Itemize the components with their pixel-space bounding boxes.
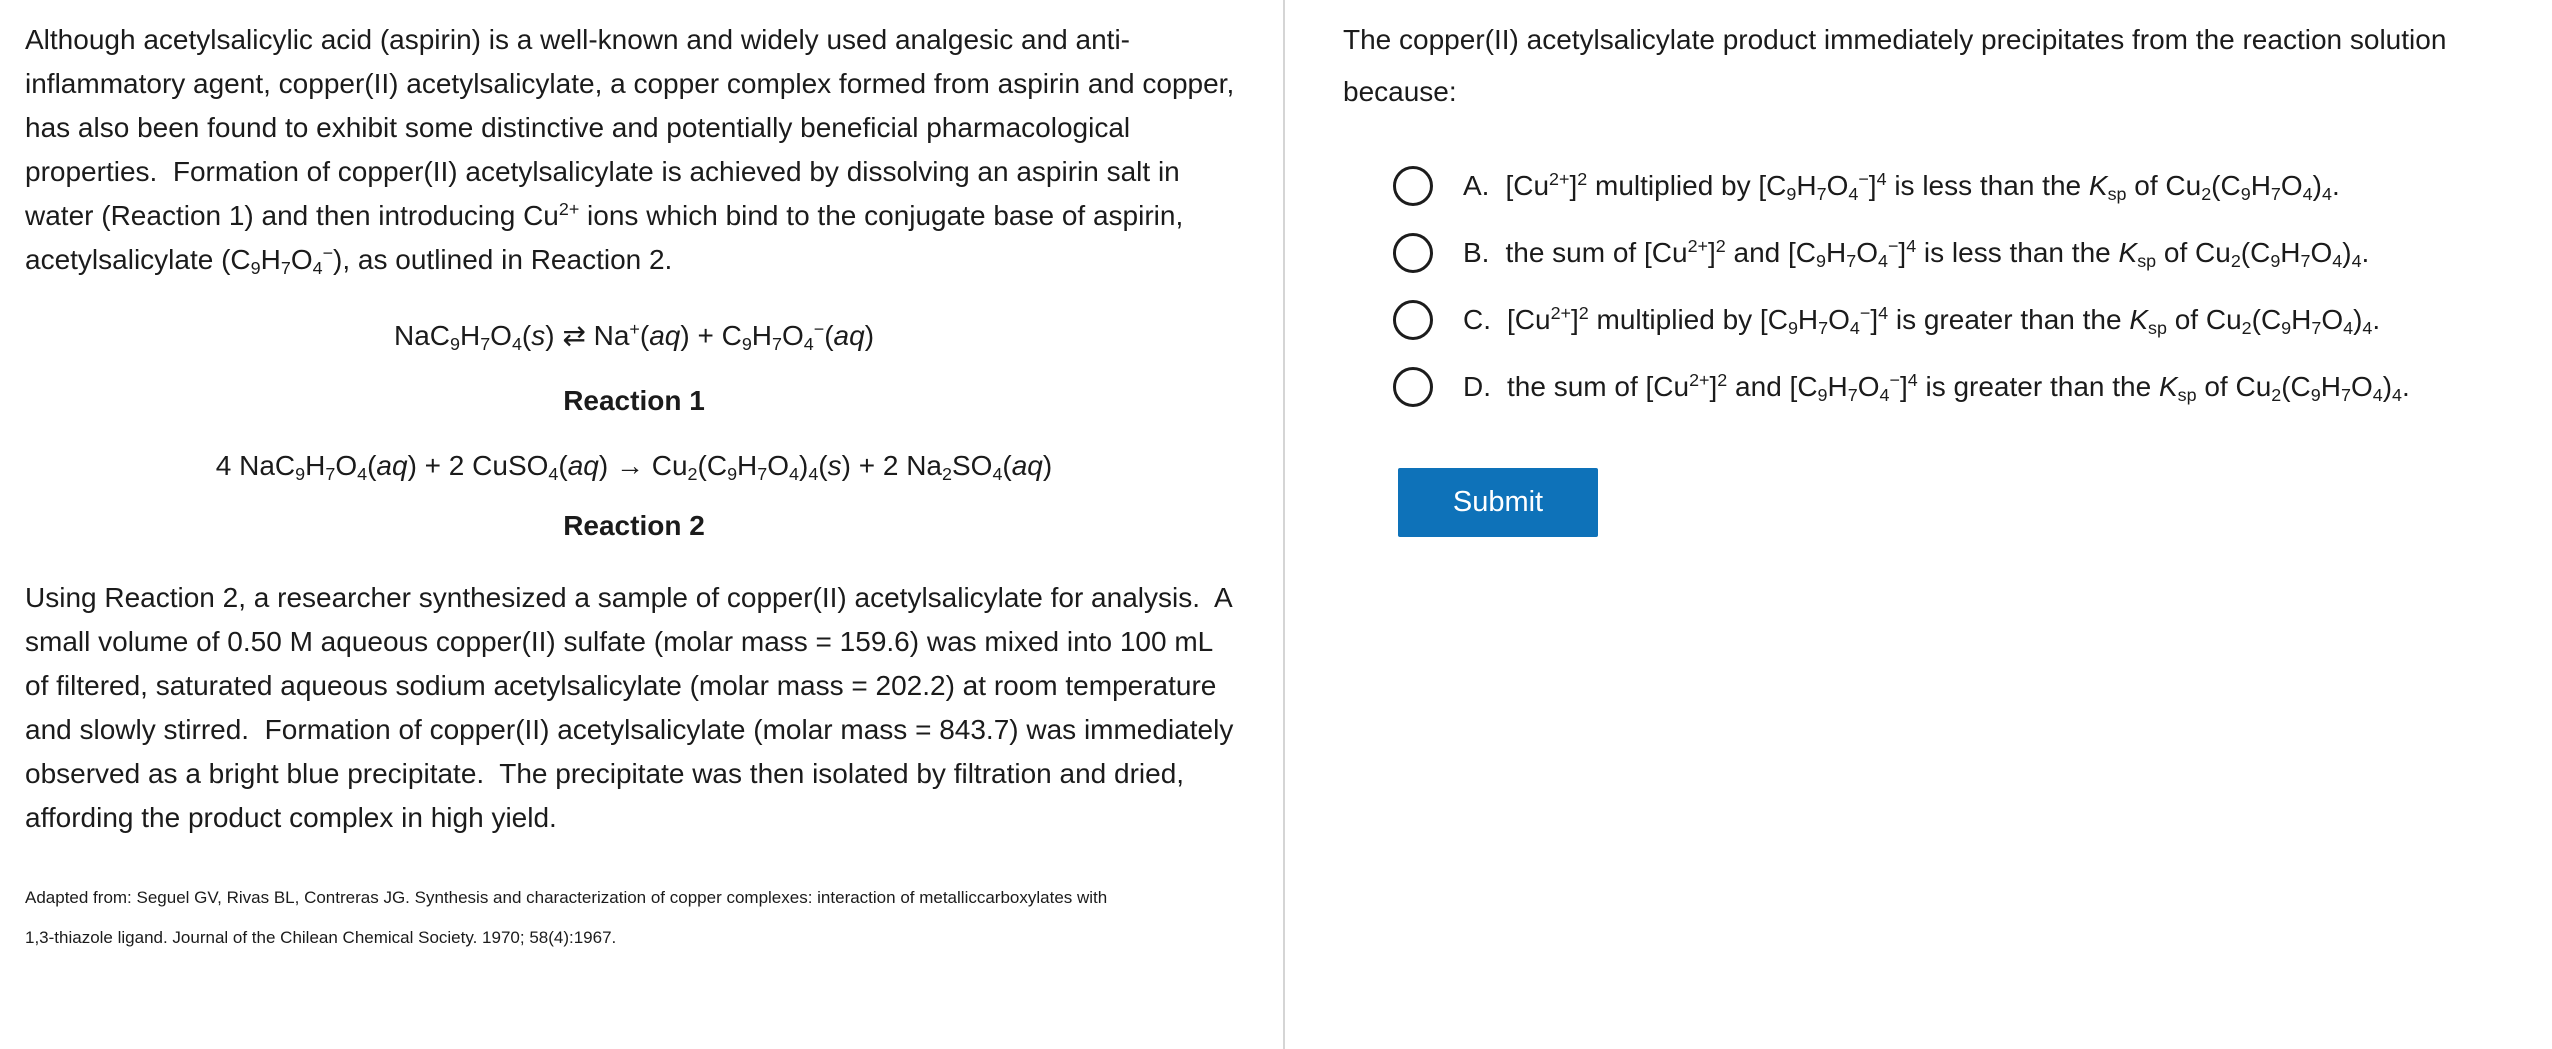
option-a[interactable]: [1343, 164, 2542, 208]
reaction-2-equation: 4 $NaC_9H_7O_4(aq) + 2$ CuSO$_4$(aq) → $Cu_2(C_9H_7O_4)_4(s) + 2$ $Na_2SO_4(aq)$: [215, 450, 1053, 485]
option-c-text: $[Cu^{2+}]^2$ multiplied by $[C_9H_7O_4^-]^4$ is greater than the $K_{sp}$ of $Cu_2(C_9H_7O_4)_4$.: [1507, 303, 2381, 339]
option-c[interactable]: [1343, 298, 2542, 342]
reaction-2-label: Reaction 2: [563, 510, 705, 541]
passage-paragraph-2: Using Reaction 2, a researcher synthesized a sample of copper(II) acetylsalicylate for analysis. A small volume of 0.50 M aqueous copper(II) sulfate (molar mass = 159.6) was mixed into 100 mL of filtered, saturated aqueous sodium acetylsalicylate (molar mass = 202.2) at room temperature and slowly stirred. Formation of copper(II) acetylsalicylate (molar mass = 843.7) was immediately observed as a bright blue precipitate. The precipitate was then isolated by filtration and dried, affording the product complex in high yield.: [25, 582, 1242, 833]
submit-button[interactable]: Submit: [1398, 468, 1598, 537]
question-panel: [1285, 0, 2552, 1049]
option-a-letter: A.: [1463, 170, 1490, 201]
option-b-letter: B.: [1463, 237, 1490, 268]
reaction-1-equation: $NaC_9H_7O_4(s)$ ⇄ $Na^+(aq) + C_9H_7O_4^-(aq)$: [393, 319, 875, 355]
option-c-letter: C.: [1463, 304, 1491, 335]
option-a-radio-button[interactable]: [1393, 166, 1433, 206]
answer-options: [1343, 164, 2542, 409]
option-d-text: the sum of $[Cu^{2+}]^2$ and $[C_9H_7O_4^-]^4$ is greater than the $K_{sp}$ of $Cu_2(C_9H_7O_4)_4$.: [1507, 370, 2410, 406]
source-citation-line-2: 1,3-thiazole ligand. Journal of the Chilean Chemical Society. 1970; 58(4):1967.: [25, 928, 617, 947]
option-d-letter: D.: [1463, 371, 1491, 402]
option-a-text: $[Cu^{2+}]^2$ multiplied by $[C_9H_7O_4^-]^4$ is less than the $K_{sp}$ of $Cu_2(C_9H_7O_4)_4$.: [1505, 169, 2340, 205]
option-d[interactable]: [1343, 365, 2542, 409]
question-prompt: The copper(II) acetylsalicylate product immediately precipitates from the reaction solution because:: [1343, 24, 2447, 107]
option-b[interactable]: [1343, 231, 2542, 275]
option-b-radio-button[interactable]: [1393, 233, 1433, 273]
source-citation-line-1: Adapted from: Seguel GV, Rivas BL, Contreras JG. Synthesis and characterization of copper complexes: interaction of metalliccarboxylates with: [25, 888, 1108, 907]
source-citation: [25, 878, 1243, 958]
option-d-radio-button[interactable]: [1393, 367, 1433, 407]
option-b-text: the sum of $[Cu^{2+}]^2$ and $[C_9H_7O_4^-]^4$ is less than the $K_{sp}$ of $Cu_2(C_9H_7O_4)_4$.: [1505, 236, 2370, 272]
option-c-radio-button[interactable]: [1393, 300, 1433, 340]
passage-paragraph-1: Although acetylsalicylic acid (aspirin) is a well-known and widely used analgesic and anti-inflammatory agent, copper(II) acetylsalicylate, a copper complex formed from aspirin and copper, has also been found to exhibit some distinctive and potentially beneficial pharmacological properties. Formation of copper(II) acetylsalicylate is achieved by dissolving an aspirin salt in water (Reaction 1) and then introducing $Cu^{2+}$ ions which bind to the conjugate base of aspirin, acetylsalicylate $(C_9H_7O_4^-)$, as outlined in Reaction 2.: [25, 24, 1243, 279]
reaction-1-label: Reaction 1: [563, 385, 705, 416]
